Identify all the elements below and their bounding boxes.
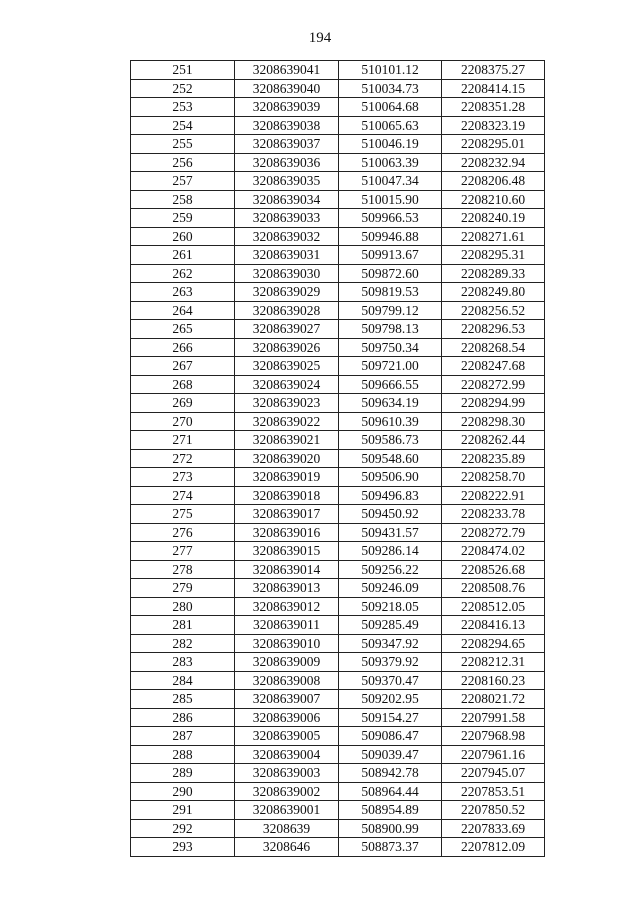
point-number-cell: 278 xyxy=(131,560,235,579)
table-row xyxy=(131,153,545,172)
x-coordinate-cell: 509610.39 xyxy=(339,412,442,431)
table-row xyxy=(131,764,545,783)
x-coordinate-cell: 510015.90 xyxy=(339,190,442,209)
table-row xyxy=(131,708,545,727)
y-coordinate-cell: 2208258.70 xyxy=(442,468,545,487)
table-row xyxy=(131,116,545,135)
x-coordinate-cell: 509750.34 xyxy=(339,338,442,357)
y-coordinate-cell: 2208295.31 xyxy=(442,246,545,265)
table-row xyxy=(131,357,545,376)
point-number-cell: 286 xyxy=(131,708,235,727)
table-row xyxy=(131,616,545,635)
table-row xyxy=(131,283,545,302)
point-number-cell: 276 xyxy=(131,523,235,542)
y-coordinate-cell: 2208294.99 xyxy=(442,394,545,413)
code-cell: 3208639028 xyxy=(235,301,339,320)
y-coordinate-cell: 2208262.44 xyxy=(442,431,545,450)
code-cell: 3208639025 xyxy=(235,357,339,376)
table-row xyxy=(131,246,545,265)
point-number-cell: 283 xyxy=(131,653,235,672)
table-row xyxy=(131,745,545,764)
point-number-cell: 291 xyxy=(131,801,235,820)
code-cell: 3208639034 xyxy=(235,190,339,209)
y-coordinate-cell: 2208240.19 xyxy=(442,209,545,228)
code-cell: 3208639013 xyxy=(235,579,339,598)
code-cell: 3208639003 xyxy=(235,764,339,783)
code-cell: 3208639035 xyxy=(235,172,339,191)
x-coordinate-cell: 509946.88 xyxy=(339,227,442,246)
point-number-cell: 265 xyxy=(131,320,235,339)
y-coordinate-cell: 2208272.99 xyxy=(442,375,545,394)
point-number-cell: 293 xyxy=(131,838,235,857)
point-number-cell: 253 xyxy=(131,98,235,117)
code-cell: 3208639008 xyxy=(235,671,339,690)
table-row xyxy=(131,542,545,561)
code-cell: 3208639014 xyxy=(235,560,339,579)
table-row xyxy=(131,190,545,209)
y-coordinate-cell: 2208526.68 xyxy=(442,560,545,579)
x-coordinate-cell: 508942.78 xyxy=(339,764,442,783)
point-number-cell: 271 xyxy=(131,431,235,450)
code-cell: 3208639020 xyxy=(235,449,339,468)
table-row xyxy=(131,79,545,98)
point-number-cell: 263 xyxy=(131,283,235,302)
table-row xyxy=(131,486,545,505)
table-row xyxy=(131,431,545,450)
table-row xyxy=(131,61,545,80)
y-coordinate-cell: 2207961.16 xyxy=(442,745,545,764)
point-number-cell: 292 xyxy=(131,819,235,838)
code-cell: 3208639040 xyxy=(235,79,339,98)
point-number-cell: 290 xyxy=(131,782,235,801)
code-cell: 3208639001 xyxy=(235,801,339,820)
point-number-cell: 251 xyxy=(131,61,235,80)
code-cell: 3208639033 xyxy=(235,209,339,228)
y-coordinate-cell: 2207833.69 xyxy=(442,819,545,838)
table-row xyxy=(131,727,545,746)
y-coordinate-cell: 2208298.30 xyxy=(442,412,545,431)
table-row xyxy=(131,634,545,653)
point-number-cell: 268 xyxy=(131,375,235,394)
table-row xyxy=(131,579,545,598)
x-coordinate-cell: 509246.09 xyxy=(339,579,442,598)
table-row xyxy=(131,264,545,283)
point-number-cell: 284 xyxy=(131,671,235,690)
page-number: 194 xyxy=(308,30,332,46)
x-coordinate-cell: 509256.22 xyxy=(339,560,442,579)
table-row xyxy=(131,209,545,228)
point-number-cell: 277 xyxy=(131,542,235,561)
y-coordinate-cell: 2208414.15 xyxy=(442,79,545,98)
point-number-cell: 252 xyxy=(131,79,235,98)
point-number-cell: 256 xyxy=(131,153,235,172)
y-coordinate-cell: 2208508.76 xyxy=(442,579,545,598)
code-cell: 3208646 xyxy=(235,838,339,857)
y-coordinate-cell: 2207850.52 xyxy=(442,801,545,820)
code-cell: 3208639021 xyxy=(235,431,339,450)
y-coordinate-cell: 2208222.91 xyxy=(442,486,545,505)
x-coordinate-cell: 509634.19 xyxy=(339,394,442,413)
point-number-cell: 269 xyxy=(131,394,235,413)
y-coordinate-cell: 2207853.51 xyxy=(442,782,545,801)
y-coordinate-cell: 2208323.19 xyxy=(442,116,545,135)
y-coordinate-cell: 2208268.54 xyxy=(442,338,545,357)
y-coordinate-cell: 2208235.89 xyxy=(442,449,545,468)
x-coordinate-cell: 509218.05 xyxy=(339,597,442,616)
y-coordinate-cell: 2208272.79 xyxy=(442,523,545,542)
code-cell: 3208639004 xyxy=(235,745,339,764)
x-coordinate-cell: 509347.92 xyxy=(339,634,442,653)
x-coordinate-cell: 509586.73 xyxy=(339,431,442,450)
y-coordinate-cell: 2208021.72 xyxy=(442,690,545,709)
table-row xyxy=(131,523,545,542)
y-coordinate-cell: 2208247.68 xyxy=(442,357,545,376)
x-coordinate-cell: 509039.47 xyxy=(339,745,442,764)
table-row xyxy=(131,560,545,579)
x-coordinate-cell: 509666.55 xyxy=(339,375,442,394)
x-coordinate-cell: 510047.34 xyxy=(339,172,442,191)
x-coordinate-cell: 510034.73 xyxy=(339,79,442,98)
code-cell: 3208639007 xyxy=(235,690,339,709)
x-coordinate-cell: 510046.19 xyxy=(339,135,442,154)
code-cell: 3208639038 xyxy=(235,116,339,135)
table-row xyxy=(131,782,545,801)
table-row xyxy=(131,690,545,709)
point-number-cell: 285 xyxy=(131,690,235,709)
y-coordinate-cell: 2208295.01 xyxy=(442,135,545,154)
code-cell: 3208639009 xyxy=(235,653,339,672)
code-cell: 3208639023 xyxy=(235,394,339,413)
x-coordinate-cell: 509872.60 xyxy=(339,264,442,283)
point-number-cell: 259 xyxy=(131,209,235,228)
y-coordinate-cell: 2208232.94 xyxy=(442,153,545,172)
x-coordinate-cell: 509721.00 xyxy=(339,357,442,376)
point-number-cell: 264 xyxy=(131,301,235,320)
table-row xyxy=(131,505,545,524)
point-number-cell: 254 xyxy=(131,116,235,135)
point-number-cell: 280 xyxy=(131,597,235,616)
y-coordinate-cell: 2208416.13 xyxy=(442,616,545,635)
x-coordinate-cell: 509450.92 xyxy=(339,505,442,524)
y-coordinate-cell: 2208206.48 xyxy=(442,172,545,191)
point-number-cell: 272 xyxy=(131,449,235,468)
point-number-cell: 255 xyxy=(131,135,235,154)
y-coordinate-cell: 2208160.23 xyxy=(442,671,545,690)
code-cell: 3208639026 xyxy=(235,338,339,357)
x-coordinate-cell: 509286.14 xyxy=(339,542,442,561)
point-number-cell: 289 xyxy=(131,764,235,783)
code-cell: 3208639039 xyxy=(235,98,339,117)
x-coordinate-cell: 509506.90 xyxy=(339,468,442,487)
code-cell: 3208639041 xyxy=(235,61,339,80)
point-number-cell: 266 xyxy=(131,338,235,357)
point-number-cell: 275 xyxy=(131,505,235,524)
table-row xyxy=(131,320,545,339)
code-cell: 3208639012 xyxy=(235,597,339,616)
y-coordinate-cell: 2207945.07 xyxy=(442,764,545,783)
point-number-cell: 287 xyxy=(131,727,235,746)
point-number-cell: 262 xyxy=(131,264,235,283)
x-coordinate-cell: 509913.67 xyxy=(339,246,442,265)
x-coordinate-cell: 509285.49 xyxy=(339,616,442,635)
code-cell: 3208639006 xyxy=(235,708,339,727)
code-cell: 3208639031 xyxy=(235,246,339,265)
x-coordinate-cell: 510101.12 xyxy=(339,61,442,80)
y-coordinate-cell: 2208512.05 xyxy=(442,597,545,616)
x-coordinate-cell: 508954.89 xyxy=(339,801,442,820)
coordinates-table xyxy=(130,60,545,857)
table-row xyxy=(131,653,545,672)
y-coordinate-cell: 2207968.98 xyxy=(442,727,545,746)
y-coordinate-cell: 2207991.58 xyxy=(442,708,545,727)
point-number-cell: 267 xyxy=(131,357,235,376)
table-row xyxy=(131,468,545,487)
point-number-cell: 261 xyxy=(131,246,235,265)
point-number-cell: 273 xyxy=(131,468,235,487)
code-cell: 3208639010 xyxy=(235,634,339,653)
y-coordinate-cell: 2208233.78 xyxy=(442,505,545,524)
code-cell: 3208639005 xyxy=(235,727,339,746)
table-row xyxy=(131,819,545,838)
x-coordinate-cell: 509819.53 xyxy=(339,283,442,302)
point-number-cell: 270 xyxy=(131,412,235,431)
x-coordinate-cell: 509202.95 xyxy=(339,690,442,709)
code-cell: 3208639027 xyxy=(235,320,339,339)
table-row xyxy=(131,838,545,857)
table-row xyxy=(131,412,545,431)
x-coordinate-cell: 508964.44 xyxy=(339,782,442,801)
y-coordinate-cell: 2208351.28 xyxy=(442,98,545,117)
x-coordinate-cell: 509798.13 xyxy=(339,320,442,339)
point-number-cell: 260 xyxy=(131,227,235,246)
x-coordinate-cell: 509154.27 xyxy=(339,708,442,727)
code-cell: 3208639016 xyxy=(235,523,339,542)
y-coordinate-cell: 2207812.09 xyxy=(442,838,545,857)
table-row xyxy=(131,597,545,616)
y-coordinate-cell: 2208289.33 xyxy=(442,264,545,283)
y-coordinate-cell: 2208271.61 xyxy=(442,227,545,246)
code-cell: 3208639037 xyxy=(235,135,339,154)
code-cell: 3208639018 xyxy=(235,486,339,505)
x-coordinate-cell: 510063.39 xyxy=(339,153,442,172)
code-cell: 3208639029 xyxy=(235,283,339,302)
x-coordinate-cell: 510065.63 xyxy=(339,116,442,135)
point-number-cell: 288 xyxy=(131,745,235,764)
x-coordinate-cell: 508900.99 xyxy=(339,819,442,838)
point-number-cell: 281 xyxy=(131,616,235,635)
y-coordinate-cell: 2208249.80 xyxy=(442,283,545,302)
x-coordinate-cell: 510064.68 xyxy=(339,98,442,117)
y-coordinate-cell: 2208294.65 xyxy=(442,634,545,653)
code-cell: 3208639032 xyxy=(235,227,339,246)
code-cell: 3208639015 xyxy=(235,542,339,561)
code-cell: 3208639022 xyxy=(235,412,339,431)
x-coordinate-cell: 509966.53 xyxy=(339,209,442,228)
table-row xyxy=(131,98,545,117)
code-cell: 3208639019 xyxy=(235,468,339,487)
table-row xyxy=(131,301,545,320)
point-number-cell: 257 xyxy=(131,172,235,191)
code-cell: 3208639036 xyxy=(235,153,339,172)
code-cell: 3208639030 xyxy=(235,264,339,283)
x-coordinate-cell: 509799.12 xyxy=(339,301,442,320)
y-coordinate-cell: 2208212.31 xyxy=(442,653,545,672)
table-row xyxy=(131,449,545,468)
x-coordinate-cell: 509086.47 xyxy=(339,727,442,746)
code-cell: 3208639017 xyxy=(235,505,339,524)
table-row xyxy=(131,375,545,394)
code-cell: 3208639002 xyxy=(235,782,339,801)
point-number-cell: 274 xyxy=(131,486,235,505)
x-coordinate-cell: 509370.47 xyxy=(339,671,442,690)
y-coordinate-cell: 2208296.53 xyxy=(442,320,545,339)
table-row xyxy=(131,227,545,246)
table-row xyxy=(131,172,545,191)
code-cell: 3208639011 xyxy=(235,616,339,635)
x-coordinate-cell: 509431.57 xyxy=(339,523,442,542)
table-row xyxy=(131,135,545,154)
table-row xyxy=(131,801,545,820)
y-coordinate-cell: 2208474.02 xyxy=(442,542,545,561)
y-coordinate-cell: 2208256.52 xyxy=(442,301,545,320)
point-number-cell: 258 xyxy=(131,190,235,209)
x-coordinate-cell: 509496.83 xyxy=(339,486,442,505)
table-row xyxy=(131,394,545,413)
code-cell: 3208639 xyxy=(235,819,339,838)
x-coordinate-cell: 509548.60 xyxy=(339,449,442,468)
point-number-cell: 282 xyxy=(131,634,235,653)
x-coordinate-cell: 509379.92 xyxy=(339,653,442,672)
x-coordinate-cell: 508873.37 xyxy=(339,838,442,857)
table-body xyxy=(131,61,545,857)
y-coordinate-cell: 2208375.27 xyxy=(442,61,545,80)
y-coordinate-cell: 2208210.60 xyxy=(442,190,545,209)
table-row xyxy=(131,671,545,690)
table-row xyxy=(131,338,545,357)
point-number-cell: 279 xyxy=(131,579,235,598)
code-cell: 3208639024 xyxy=(235,375,339,394)
